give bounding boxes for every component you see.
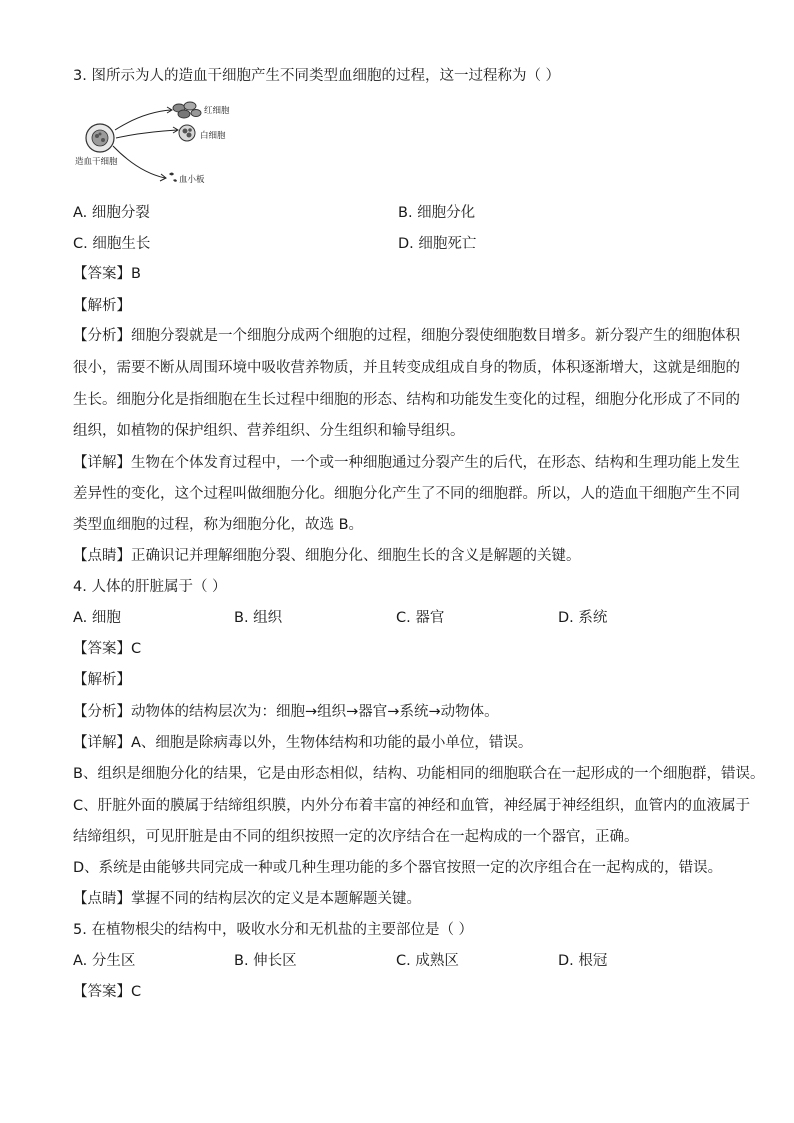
q3-option-c: C. 细胞生长 bbox=[73, 236, 151, 252]
q4-detail-line: C、肝脏外面的膜属于结缔组织膜，内外分布着丰富的神经和血管，神经属于神经组织，血管内的血液属于 bbox=[73, 798, 751, 814]
q4-analysis: 【分析】动物体的结构层次为：细胞→组织→器官→系统→动物体。 bbox=[73, 704, 499, 720]
q4-stem: 4. 人体的肝脏属于（ ） bbox=[73, 579, 227, 595]
q4-jiexi: 【解析】 bbox=[73, 672, 131, 688]
q4-option-b: B. 组织 bbox=[234, 610, 283, 626]
q3-analysis-line: 【分析】细胞分裂就是一个细胞分成两个细胞的过程，细胞分裂使细胞数目增多。新分裂产生的细胞体积 bbox=[73, 328, 740, 344]
label-white-cell: 白细胞 bbox=[200, 131, 226, 141]
q3-option-d: D. 细胞死亡 bbox=[398, 236, 477, 252]
q3-analysis-line: 生长。细胞分化是指细胞在生长过程中细胞的形态、结构和功能发生变化的过程，细胞分化形成了不同的 bbox=[73, 392, 740, 408]
q4-comment: 【点睛】掌握不同的结构层次的定义是本题解题关键。 bbox=[73, 891, 421, 907]
label-stem-cell: 造血干细胞 bbox=[75, 157, 118, 167]
q3-detail-line: 【详解】生物在个体发育过程中，一个或一种细胞通过分裂产生的后代，在形态、结构和生理功能上发生 bbox=[73, 455, 740, 471]
q4-option-c: C. 器官 bbox=[396, 610, 445, 626]
q5-answer: 【答案】C bbox=[73, 984, 142, 1000]
white-blood-cell-icon bbox=[179, 125, 195, 141]
q4-detail-line: 【详解】A、细胞是除病毒以外，生物体结构和功能的最小单位，错误。 bbox=[73, 735, 533, 751]
q3-stem: 3. 图所示为人的造血干细胞产生不同类型血细胞的过程，这一过程称为（ ） bbox=[73, 68, 561, 84]
q4-option-d: D. 系统 bbox=[558, 610, 608, 626]
q4-detail-line: D、系统是由能够共同完成一种或几种生理功能的多个器官按照一定的次序组合在一起构成的，错误。 bbox=[73, 860, 723, 876]
q5-option-c: C. 成熟区 bbox=[396, 953, 459, 969]
q4-answer: 【答案】C bbox=[73, 641, 142, 657]
q3-answer: 【答案】B bbox=[73, 266, 141, 282]
q3-analysis-line: 组织，如植物的保护组织、营养组织、分生组织和输导组织。 bbox=[73, 423, 465, 439]
arrow-icon bbox=[113, 107, 178, 181]
stem-cell-icon bbox=[86, 124, 114, 152]
q3-option-b: B. 细胞分化 bbox=[398, 205, 476, 221]
q3-comment: 【点睛】正确识记并理解细胞分裂、细胞分化、细胞生长的含义是解题的关键。 bbox=[73, 548, 581, 564]
q5-stem: 5. 在植物根尖的结构中，吸收水分和无机盐的主要部位是（ ） bbox=[73, 922, 474, 938]
label-platelet: 血小板 bbox=[179, 175, 205, 185]
q4-option-a: A. 细胞 bbox=[73, 610, 121, 626]
q3-analysis-line: 很小，需要不断从周围环境中吸收营养物质，并且转变成组成自身的物质，体积逐渐增大，这就是细胞的 bbox=[73, 360, 740, 376]
q5-option-a: A. 分生区 bbox=[73, 953, 136, 969]
q5-option-d: D. 根冠 bbox=[558, 953, 608, 969]
q4-detail-line: 结缔组织，可见肝脏是由不同的组织按照一定的次序结合在一起构成的一个器官，正确。 bbox=[73, 829, 639, 845]
q3-detail-line: 类型血细胞的过程，称为细胞分化，故选 B。 bbox=[73, 517, 364, 533]
q3-detail-line: 差异性的变化，这个过程叫做细胞分化。细胞分化产生了不同的细胞群。所以，人的造血干细胞产生不同 bbox=[73, 486, 740, 502]
red-blood-cell-icon bbox=[173, 102, 201, 118]
q3-option-a: A. 细胞分裂 bbox=[73, 205, 150, 221]
q3-jiexi: 【解析】 bbox=[73, 298, 131, 314]
platelet-icon bbox=[169, 173, 177, 182]
label-red-cell: 红细胞 bbox=[204, 106, 230, 116]
q5-option-b: B. 伸长区 bbox=[234, 953, 297, 969]
blood-cell-differentiation-figure bbox=[73, 98, 243, 190]
q4-detail-line: B、组织是细胞分化的结果，它是由形态相似，结构、功能相同的细胞联合在一起形成的一个细胞群，错误。 bbox=[73, 766, 765, 782]
